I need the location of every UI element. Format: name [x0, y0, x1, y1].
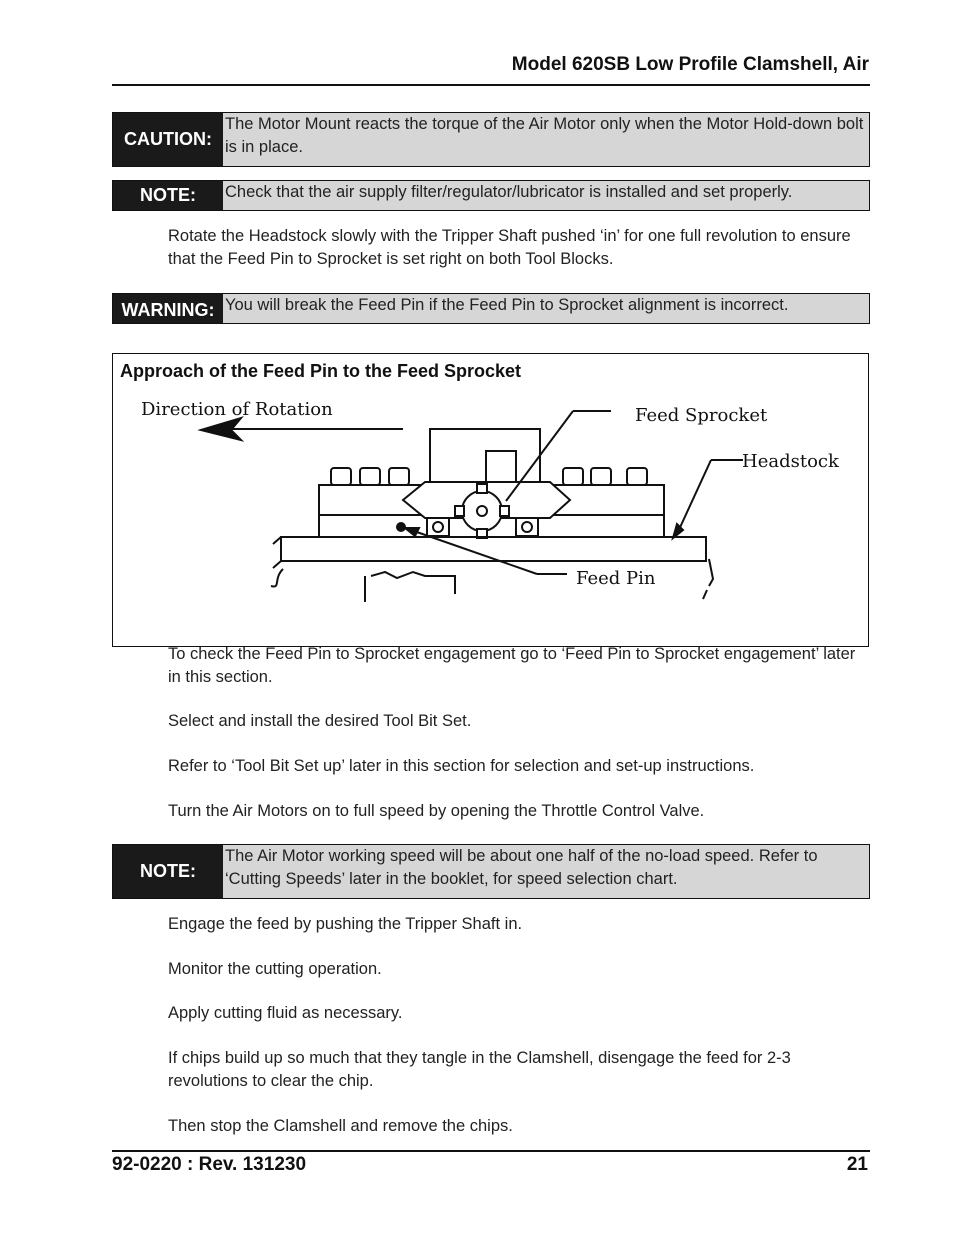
step-refer-setup: Refer to ‘Tool Bit Set up’ later in this section for selection and set-up instructions.: [168, 757, 755, 775]
step-turn-motors: Turn the Air Motors on to full speed by opening the Throttle Control Valve.: [168, 802, 705, 820]
feed-pin-diagram: [113, 354, 868, 646]
note-callout-supply: [112, 180, 870, 211]
screw-icon: [433, 522, 443, 532]
feed-pin-arrowhead: [405, 528, 419, 536]
note-text: The Air Motor working speed will be about one half of the no-load speed. Refer to ‘Cutting Speeds’ later in the booklet, for speed selection chart.: [225, 847, 818, 888]
headstock-leader-diag: [677, 460, 711, 534]
bolt-icon: [563, 468, 583, 485]
step-select-toolbit: Select and install the desired Tool Bit Set.: [168, 712, 472, 730]
caution-label: CAUTION:: [113, 113, 223, 166]
feed-pin-label: Feed Pin: [576, 568, 656, 589]
note-label: NOTE:: [113, 845, 223, 898]
screw-box-right: [516, 518, 538, 536]
feed-pin-figure: [112, 353, 869, 647]
warning-label: WARNING:: [113, 294, 223, 323]
figure-title: Approach of the Feed Pin to the Feed Sprocket: [120, 361, 522, 381]
bolt-icon: [389, 468, 409, 485]
direction-label: Direction of Rotation: [141, 399, 333, 420]
warning-text: You will break the Feed Pin if the Feed Pin to Sprocket alignment is incorrect.: [225, 296, 789, 314]
screw-icon: [522, 522, 532, 532]
feed-sprocket-label: Feed Sprocket: [635, 405, 768, 426]
break-line-left: [271, 569, 283, 587]
step-monitor: Monitor the cutting operation.: [168, 960, 382, 978]
note-callout-speed: [112, 844, 870, 899]
step-stop: Then stop the Clamshell and remove the chips.: [168, 1117, 513, 1135]
headstock-label: Headstock: [742, 451, 839, 472]
header-rule: [112, 84, 870, 86]
footer-page-number: 21: [846, 1154, 868, 1175]
top-block-slot: [486, 451, 516, 484]
footer-rule: [112, 1150, 870, 1152]
footer-doc-number: 92-0220 : Rev. 131230: [112, 1154, 307, 1175]
break-line-right: [703, 559, 713, 599]
bolt-icon: [360, 468, 380, 485]
bolt-icon: [331, 468, 351, 485]
bolt-icon: [627, 468, 647, 485]
step-chips: If chips build up so much that they tangle in the Clamshell, disengage the feed for 2-3 revolutions to clear the chip.: [168, 1049, 791, 1090]
step-engage-feed: Engage the feed by pushing the Tripper Shaft in.: [168, 915, 523, 933]
bolt-icon: [591, 468, 611, 485]
rotate-paragraph: Rotate the Headstock slowly with the Tripper Shaft pushed ‘in’ for one full revolution to ensure that the Feed Pin to Sprocket is set right on both Tool Blocks.: [168, 227, 851, 268]
headstock-base: [281, 537, 706, 561]
caution-callout: [112, 112, 870, 167]
warning-callout: [112, 293, 870, 324]
step-apply-fluid: Apply cutting fluid as necessary.: [168, 1004, 403, 1022]
note-label: NOTE:: [113, 181, 223, 210]
step-check-engagement: To check the Feed Pin to Sprocket engagement go to ‘Feed Pin to Sprocket engagement’ later in this section.: [168, 645, 856, 686]
lower-bracket: [365, 572, 455, 602]
note-text: Check that the air supply filter/regulator/lubricator is installed and set properly.: [225, 183, 793, 201]
screw-box-left: [427, 518, 449, 536]
page-header-title: Model 620SB Low Profile Clamshell, Air: [511, 54, 869, 75]
caution-text: The Motor Mount reacts the torque of the Air Motor only when the Motor Hold-down bolt is in place.: [225, 115, 864, 156]
